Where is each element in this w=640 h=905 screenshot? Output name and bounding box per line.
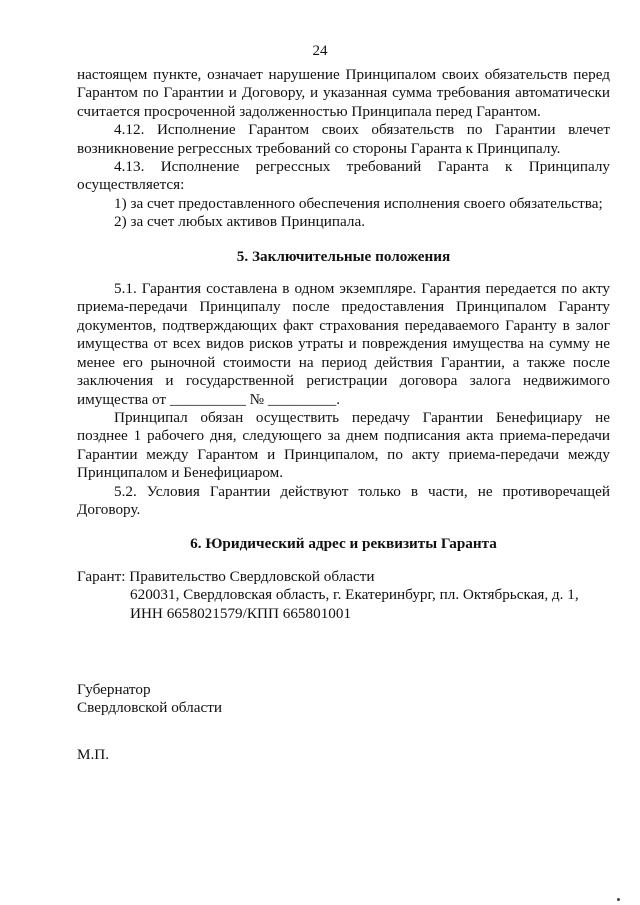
guarantor-inn: ИНН 6658021579/КПП 665801001 [130, 604, 352, 622]
paragraph-principal-obligation: Принципал обязан осуществить передачу Гарантии Бенефициару не позднее 1 рабочего дня, следующего за днем подписания акта приема-передачи Гарантии между Гарантом и Принципалом, по акту приема-передачи между Принципалом и Бенефициаром. [77, 408, 610, 482]
paragraph-4-13: 4.13. Исполнение регрессных требований Гаранта к Принципалу осуществляется: [77, 158, 610, 194]
guarantor-label: Гарант: Правительство Свердловской области [77, 567, 375, 585]
signature-block [77, 681, 610, 718]
scan-speck [617, 898, 620, 901]
signatory-region: Свердловской области [77, 699, 222, 717]
list-item-1: 1) за счет предоставленного обеспечения исполнения своего обязательства; [114, 194, 603, 212]
paragraph-5-2: 5.2. Условия Гарантии действуют только в части, не противоречащей Договору. [77, 482, 610, 518]
guarantor-address: 620031, Свердловская область, г. Екатеринбург, пл. Октябрьская, д. 1, [130, 586, 579, 604]
stamp-place: М.П. [77, 745, 110, 763]
document-body [77, 66, 610, 764]
signatory-title: Губернатор [77, 680, 151, 698]
paragraph-4-12: 4.12. Исполнение Гарантом своих обязательств по Гарантии влечет возникновение регрессных требований со стороны Гаранта к Принципалу. [77, 121, 610, 157]
page-number: 24 [312, 43, 328, 59]
list-item-2: 2) за счет любых активов Принципала. [114, 213, 365, 231]
paragraph-continuation: настоящем пункте, означает нарушение Принципалом своих обязательств перед Гарантом по Гарантии и Договору, и указанная сумма требования автоматически считается просроченной задолженностью Принципала перед Гарантом. [77, 66, 610, 120]
paragraph-5-1: 5.1. Гарантия составлена в одном экземпляре. Гарантия передается по акту приема-передачи Принципалу после предоставления Принципалом Гаранту документов, подтверждающих факт страхования передаваемого Гаранту в залог имущества от всех видов рисков утраты и повреждения имущества на сумму не менее его рыночной стоимости на период действия Гарантии, а также после заключения и государственной регистрации договора залога недвижимого имущества от __________ № _________. [77, 280, 610, 408]
section-5-heading: 5. Заключительные положения [236, 247, 451, 265]
section-6-heading: 6. Юридический адрес и реквизиты Гаранта [190, 535, 497, 553]
